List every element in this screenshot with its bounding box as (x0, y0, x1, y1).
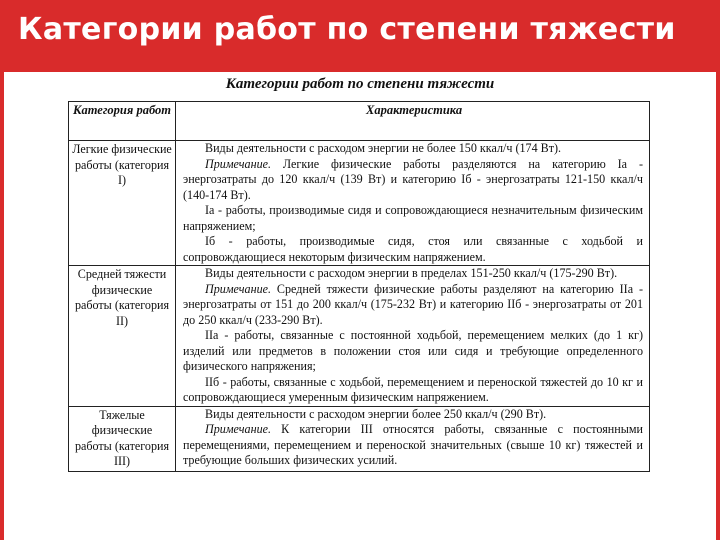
characteristic-paragraph (183, 141, 643, 157)
paragraph-text: Легкие физические работы разделяются на категорию Iа - энергозатраты до 120 ккал/ч (139 Вт) и категорию Iб - энергозатраты 121-150 ккал/ч (140-174 Вт). (183, 156, 643, 202)
note-label: Примечание. (205, 422, 272, 436)
left-border-rule (0, 72, 4, 540)
table-row (69, 141, 650, 266)
characteristic-paragraph (183, 328, 643, 375)
paragraph-text: Виды деятельности с расходом энергии более 250 ккал/ч (290 Вт). (205, 406, 547, 421)
header-characteristic: Характеристика (176, 102, 650, 141)
paragraph-text: IIб - работы, связанные с ходьбой, перемещением и переноской тяжестей до 10 кг и сопровождающиеся умеренным физическим напряжением. (183, 374, 643, 404)
table-row (69, 266, 650, 407)
characteristic-paragraph (183, 234, 643, 265)
paragraph-text: Средней тяжести физические работы разделяют на категорию IIа - энергозатраты от 151 до 200 ккал/ч (175-232 Вт) и категорию IIб - энергозатраты от 201 до 250 ккал/ч (233-290 Вт). (183, 281, 643, 327)
paragraph-text: Виды деятельности с расходом энергии не более 150 ккал/ч (174 Вт). (205, 141, 562, 155)
note-label: Примечание. (205, 281, 272, 296)
work-categories-table (68, 101, 650, 472)
paragraph-text: Iб - работы, производимые сидя, стоя или связанные с ходьбой и сопровождающиеся некоторым физическим напряжением. (183, 234, 643, 264)
characteristic-paragraph (183, 375, 643, 406)
characteristic-paragraph (183, 282, 643, 329)
category-cell: Легкие физические работы (категория I) (69, 141, 176, 266)
paragraph-text: Виды деятельности с расходом энергии в пределах 151-250 ккал/ч (175-290 Вт). (205, 266, 618, 280)
note-label: Примечание. (205, 156, 272, 171)
characteristic-paragraph (183, 422, 643, 469)
characteristic-paragraph (183, 157, 643, 204)
category-cell: Тяжелые физические работы (категория III) (69, 406, 176, 471)
characteristic-paragraph (183, 407, 643, 423)
category-cell: Средней тяжести физические работы (категория II) (69, 266, 176, 407)
table-header-row (69, 102, 650, 141)
table-body (69, 141, 650, 472)
characteristic-cell (176, 141, 650, 266)
document-title: Категории работ по степени тяжести (225, 76, 495, 92)
slide-title-banner (0, 0, 720, 72)
slide-title: Категории работ по степени тяжести (18, 12, 676, 47)
right-border-rule (716, 72, 720, 540)
characteristic-paragraph (183, 203, 643, 234)
paragraph-text: К категории III относятся работы, связанные с постоянными перемещениями, перемещением и переноской значительных (свыше 10 кг) тяжестей и требующие больших физических усилий. (183, 422, 643, 467)
characteristic-cell (176, 266, 650, 407)
characteristic-cell (176, 406, 650, 471)
paragraph-text: IIа - работы, связанные с постоянной ходьбой, перемещением мелких (до 1 кг) изделий или предметов в положении стоя или сидя и требующие определенного физического напряжения; (183, 328, 643, 373)
characteristic-paragraph (183, 266, 643, 282)
paragraph-text: Iа - работы, производимые сидя и сопровождающиеся незначительным физическим напряжением; (183, 203, 643, 233)
table-row (69, 406, 650, 471)
header-category: Категория работ (69, 102, 176, 141)
